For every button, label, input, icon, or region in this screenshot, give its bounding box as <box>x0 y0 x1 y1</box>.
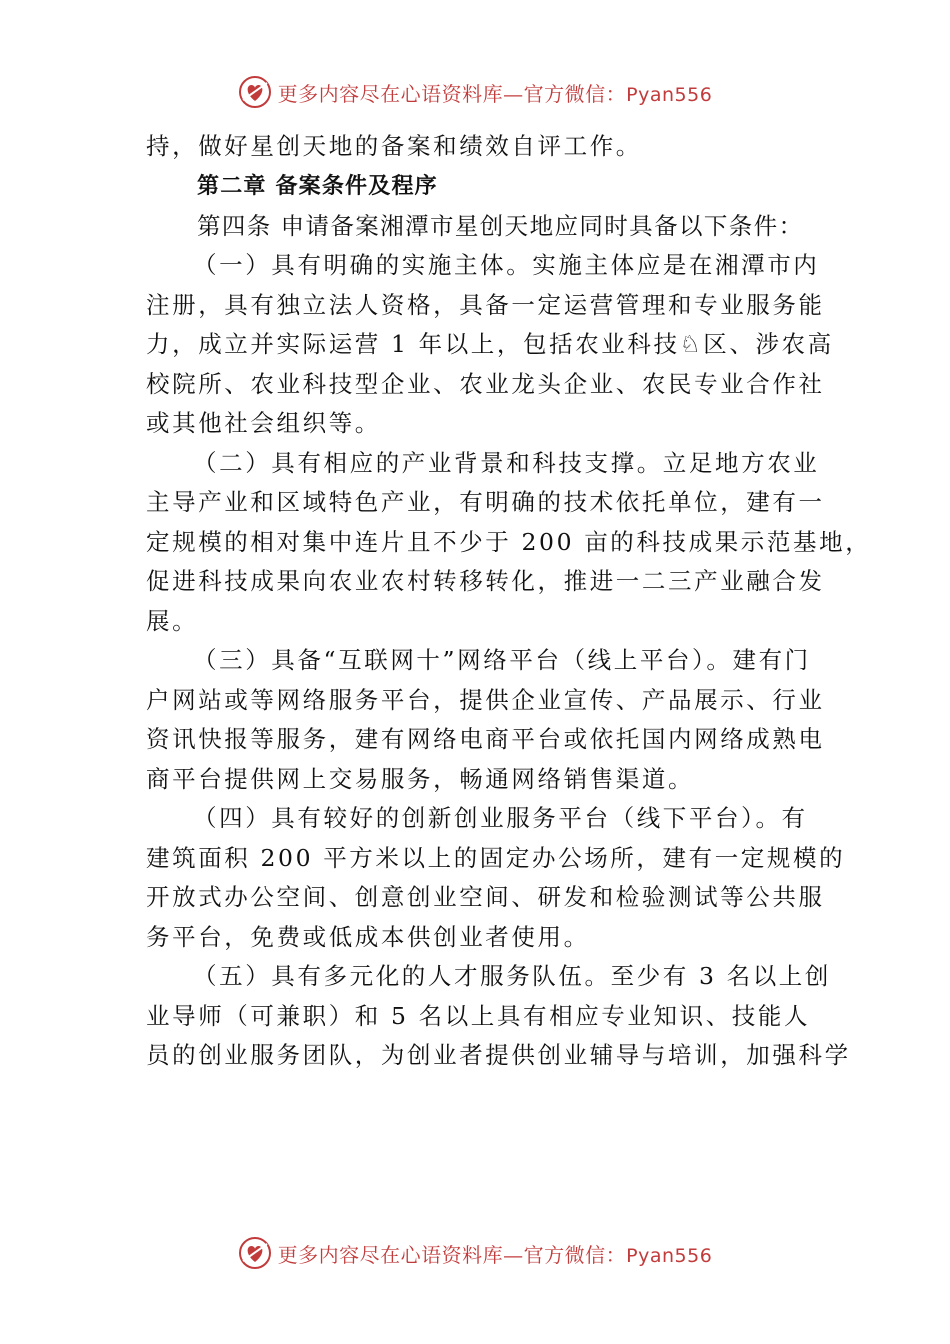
text-line: （二）具有相应的产业背景和科技支撑。立足地方农业 <box>193 448 820 477</box>
footer-wechat-id: Pyan556 <box>626 1244 713 1267</box>
text-line: 展。 <box>146 606 199 635</box>
chapter-heading: 第二章 备案条件及程序 <box>197 173 438 199</box>
text-line: 务平台，免费或低成本供创业者使用。 <box>146 922 590 951</box>
header-watermark <box>0 72 950 112</box>
footer-watermark <box>0 1233 950 1273</box>
text-line: 促进科技成果向农业农村转移转化，推进一二三产业融合发 <box>146 567 825 595</box>
text-line: 或其他社会组织等。 <box>146 409 381 437</box>
text-line: （一）具有明确的实施主体。实施主体应是在湘潭市内 <box>193 251 820 279</box>
text-line: 定规模的相对集中连片且不少于 200 亩的科技成果示范基地， <box>146 527 872 556</box>
text-line: 资讯快报等服务，建有网络电商平台或依托国内网络成熟电 <box>146 725 825 753</box>
document-body <box>146 127 872 1076</box>
text-line: 业导师（可兼职）和 5 名以上具有相应专业知识、技能人 <box>146 1001 811 1030</box>
text-line: 校院所、农业科技型企业、农业龙头企业、农民专业合作社 <box>146 369 825 398</box>
heart-brand-icon <box>238 75 272 109</box>
text-line: 开放式办公空间、创意创业空间、研发和检验测试等公共服 <box>146 883 825 911</box>
footer-text: 更多内容尽在心语资料库—官方微信： <box>277 1242 627 1267</box>
article-line: 第四条 申请备案湘潭市星创天地应同时具备以下条件： <box>197 211 804 240</box>
text-line: 建筑面积 200 平方米以上的固定办公场所，建有一定规模的 <box>146 843 846 872</box>
text-line: （五）具有多元化的人才服务队伍。至少有 3 名以上创 <box>193 962 831 990</box>
text-line: 员的创业服务团队，为创业者提供创业辅导与培训，加强科学 <box>146 1041 851 1069</box>
text-line: 商平台提供网上交易服务，畅通网络销售渠道。 <box>146 764 695 793</box>
text-line: 户网站或等网络服务平台，提供企业宣传、产品展示、行业 <box>146 685 825 714</box>
text-line: 主导产业和区域特色产业，有明确的技术依托单位，建有一 <box>146 488 825 516</box>
text-line: 注册，具有独立法人资格，具备一定运营管理和专业服务能 <box>146 290 825 319</box>
text-line: （四）具有较好的创新创业服务平台（线下平台）。有 <box>193 804 808 832</box>
text-line: （三）具备“互联网十”网络平台（线上平台）。建有门 <box>193 646 811 674</box>
text-line: 持，做好星创天地的备案和绩效自评工作。 <box>146 132 642 160</box>
header-text: 更多内容尽在心语资料库—官方微信： <box>277 81 627 106</box>
heart-brand-icon <box>238 1236 272 1270</box>
text-line: 力，成立并实际运营 1 年以上，包括农业科技♘区、涉农高 <box>146 330 834 358</box>
header-wechat-id: Pyan556 <box>626 83 713 106</box>
